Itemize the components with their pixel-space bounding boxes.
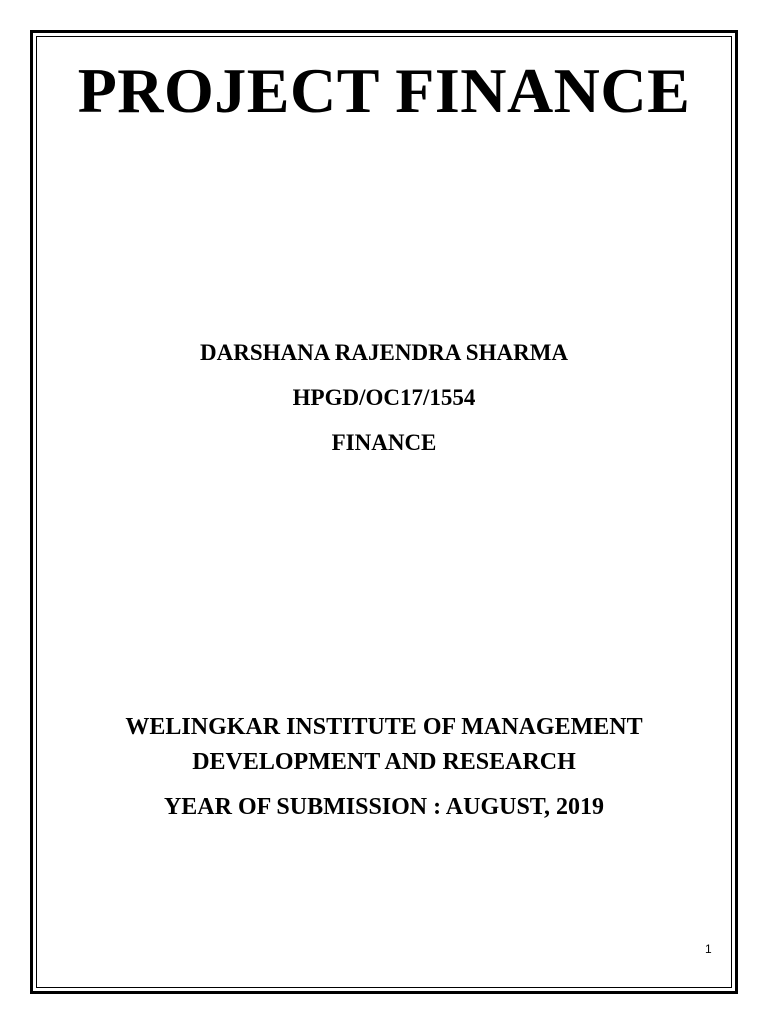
institute-name-line2: DEVELOPMENT AND RESEARCH [192, 749, 576, 775]
student-info [0, 335, 768, 470]
student-specialization: FINANCE [331, 430, 437, 455]
document-title: PROJECT FINANCE [77, 55, 691, 126]
institute-info [0, 710, 768, 825]
page-border-inner [36, 36, 732, 988]
student-name: DARSHANA RAJENDRA SHARMA [199, 340, 569, 365]
page-number: 1 [705, 942, 712, 956]
student-roll-number: HPGD/OC17/1554 [292, 385, 476, 410]
institute-name-line1: WELINGKAR INSTITUTE OF MANAGEMENT [125, 714, 643, 740]
submission-date: YEAR OF SUBMISSION : AUGUST, 2019 [163, 794, 605, 820]
institute-name [104, 710, 664, 780]
